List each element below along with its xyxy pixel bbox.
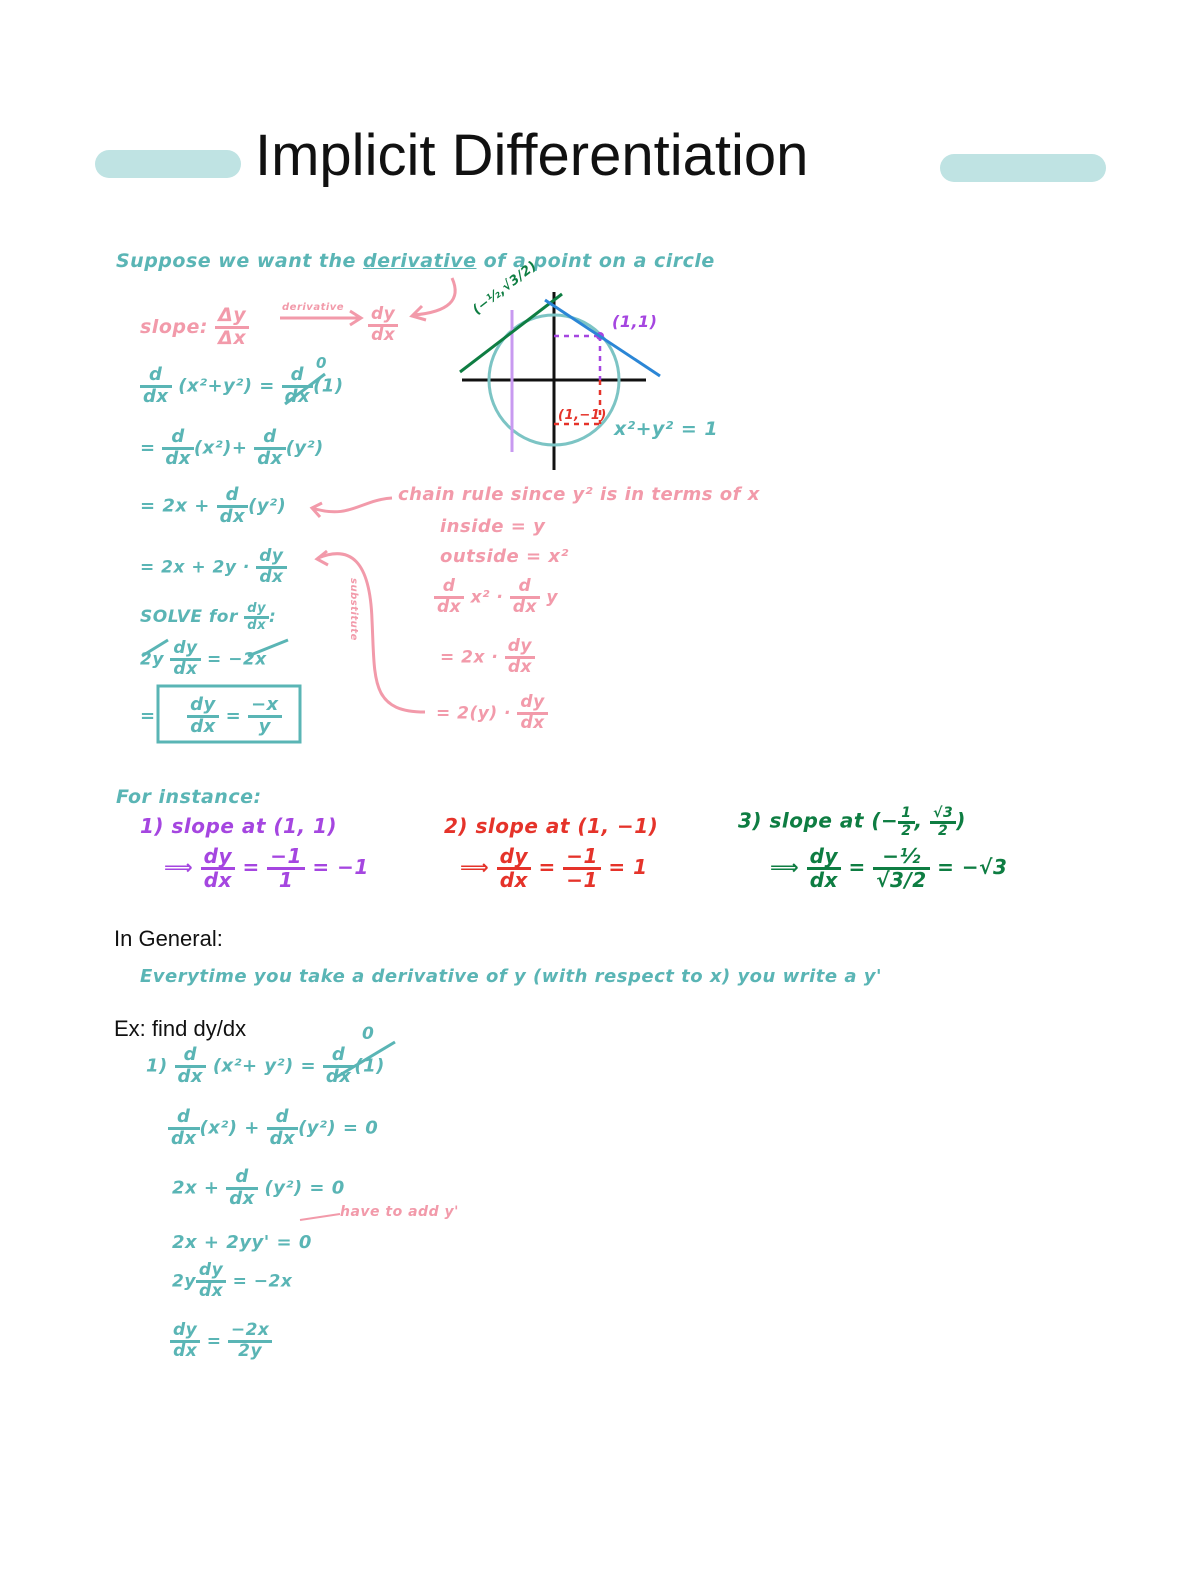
intro-pre: Suppose we want the: [116, 250, 364, 272]
line1-rhs: (1): [313, 375, 344, 397]
solve-label: SOLVE for: [140, 607, 238, 628]
instance-3-label-text: 3) slope at: [738, 808, 864, 833]
chain-c1-a: x²: [470, 587, 490, 608]
example-e5-b: = −2x: [232, 1271, 293, 1292]
delta-num: Δy: [215, 306, 249, 329]
intro-text: [116, 250, 715, 272]
example-e2-a: (x²) +: [199, 1117, 260, 1139]
zero-annotation: 0: [316, 354, 327, 372]
dx-den: dx: [257, 447, 283, 469]
derivation-line-2: [140, 428, 324, 469]
chain-line-1: [434, 578, 558, 617]
answer-num: −x: [248, 696, 282, 718]
instance-3-result: = −√3: [937, 855, 1008, 879]
chain-side-note: substitute: [348, 578, 359, 641]
instance-1-den: 1: [278, 868, 294, 892]
example-line-2: [168, 1108, 378, 1149]
dy-num: dy: [170, 1322, 200, 1343]
instance-3-num: −½: [873, 846, 929, 870]
instance-3-root-num: √3: [930, 806, 956, 824]
instance-3-open: (−: [871, 808, 899, 833]
dx-den: dx: [325, 1065, 352, 1087]
example-line-6: [170, 1322, 272, 1361]
instance-2-result: = 1: [608, 855, 648, 879]
instance-2-arrow: ⟹: [460, 855, 490, 879]
dx-den: dx: [171, 1127, 197, 1149]
line5-a: 2y: [140, 649, 164, 670]
instance-2-calc: ⟹ $\frac{dy}{dx}$ = $\frac{-1}{-1}$ = 1: [460, 844, 648, 892]
derivation-line-4: [140, 548, 287, 587]
dx-den: dx: [269, 1127, 296, 1149]
instance-3-root-den: 2: [938, 822, 949, 839]
dx-den: dx: [198, 1280, 224, 1301]
dy-num: dy: [497, 846, 531, 870]
example-e1-a: (x²+ y²) =: [212, 1055, 317, 1077]
line2-b: (y²): [285, 437, 324, 459]
general-heading: In General:: [114, 926, 223, 951]
green-point-label: (−½,√3/2): [470, 258, 541, 318]
dx-den: dx: [809, 868, 838, 892]
example-line-4: 2x + 2yy' = 0: [172, 1232, 312, 1253]
dy-num: dy: [807, 846, 841, 870]
example-e5-a: 2y: [172, 1271, 196, 1292]
chain-inside: inside = y: [440, 516, 546, 537]
instance-1-arrow: ⟹: [164, 855, 194, 879]
instance-3-label: [738, 806, 966, 838]
example-line-3: [172, 1168, 345, 1209]
dx-den: dx: [203, 868, 232, 892]
dx-den: dx: [499, 868, 528, 892]
slope-arrow-label: derivative: [282, 302, 345, 313]
dydx-fraction: [368, 306, 398, 345]
answer-eq: =: [140, 705, 156, 727]
example-e6-den: 2y: [238, 1340, 263, 1361]
dx-den: dx: [177, 1065, 204, 1087]
d-num: d: [282, 366, 314, 388]
dy-num: dy: [517, 694, 547, 715]
d-num: d: [267, 1108, 299, 1130]
example-e3-b: (y²) = 0: [264, 1177, 345, 1199]
dx-den: dx: [259, 566, 284, 587]
delta-den: Δx: [218, 326, 247, 349]
page-title: Implicit Differentiation: [255, 123, 809, 188]
instance-3-arrow: ⟹: [770, 855, 800, 879]
dydx-den: dx: [371, 324, 396, 345]
dy-num: dy: [505, 638, 535, 659]
line3-eq: = 2x +: [140, 495, 210, 517]
dy-num: dy: [256, 548, 286, 569]
d-num: d: [217, 486, 249, 508]
dx-den: dx: [190, 715, 216, 737]
dx-den: dx: [520, 712, 545, 733]
line5-b: = −2x: [207, 649, 267, 670]
dx-den: dx: [165, 447, 191, 469]
line2-a: (x²)+: [193, 437, 248, 459]
dx-den: dx: [437, 596, 462, 617]
answer-eq-2: =: [225, 705, 242, 727]
derivation-line-3: [140, 486, 286, 527]
d-num: d: [254, 428, 286, 450]
chain-rule-note: chain rule since y² is in terms of x: [398, 484, 760, 505]
dx-den: dx: [247, 617, 266, 633]
derivation-answer: [140, 696, 282, 737]
example-e3-a: 2x +: [172, 1177, 220, 1199]
instance-2-den: −1: [566, 868, 598, 892]
general-note: Everytime you take a derivative of y (with respect to x) you write a y': [140, 966, 883, 987]
dy-num: dy: [187, 696, 219, 718]
dy-num: dy: [244, 602, 269, 619]
derivation-line-1: [140, 366, 344, 407]
slope-label: slope:: [140, 315, 208, 338]
example-e1-b: (1): [354, 1055, 385, 1077]
example-e6-num: −2x: [228, 1322, 273, 1343]
dx-den: dx: [143, 385, 169, 407]
chain-c1-b: ·: [496, 587, 510, 608]
slope-definition: [140, 306, 249, 349]
example-heading: Ex: find dy/dx: [114, 1016, 247, 1041]
d-num: d: [168, 1108, 200, 1130]
solve-colon: :: [269, 607, 277, 628]
example-line-5: [172, 1262, 292, 1301]
intro-post: of a point on a circle: [476, 250, 715, 272]
instances-heading: For instance:: [116, 786, 262, 808]
chain-c1-c: y: [546, 587, 558, 608]
red-point-label: (1,−1): [558, 408, 607, 423]
instance-3-calc: ⟹ $\frac{dy}{dx}$ = $\frac{\text{−½}}{√3/2}$ = −√3: [770, 844, 1008, 892]
chain-c3: = 2(y) ·: [436, 703, 511, 724]
chain-line-2: [440, 638, 535, 677]
answer-den: y: [258, 715, 271, 737]
derivation-line-5: [140, 640, 267, 679]
d-num: d: [226, 1168, 258, 1190]
solve-line: [140, 602, 276, 632]
chain-outside: outside = x²: [440, 546, 569, 567]
instance-3-half-den: 2: [901, 822, 912, 839]
d-num: d: [323, 1046, 355, 1068]
dx-den: dx: [507, 656, 532, 677]
line3-b: (y²): [248, 495, 287, 517]
intro-underlined: derivative: [363, 250, 477, 272]
d-num: d: [434, 578, 464, 599]
dx-den: dx: [173, 658, 198, 679]
instance-3-comma: ,: [914, 808, 923, 833]
instance-1-result: = −1: [312, 855, 369, 879]
instance-1-label: 1) slope at (1, 1): [140, 814, 338, 838]
example-prefix: 1): [146, 1055, 168, 1077]
dy-num: dy: [201, 846, 235, 870]
instance-1-calc: ⟹ $\frac{dy}{dx}$ = $\frac{-1}{1}$ = −1: [164, 844, 369, 892]
dydx-num: dy: [368, 306, 398, 327]
instance-3-close: ): [956, 808, 966, 833]
line1-lhs: (x²+y²) =: [178, 375, 275, 397]
purple-point-label: (1,1): [612, 312, 658, 331]
dy-num: dy: [196, 1262, 226, 1283]
dy-num: dy: [170, 640, 200, 661]
d-num: d: [140, 366, 172, 388]
example-e2-b: (y²) = 0: [298, 1117, 379, 1139]
chain-line-3: [436, 694, 548, 733]
chain-c2: = 2x ·: [440, 647, 499, 668]
example-e6-eq: =: [206, 1331, 222, 1352]
d-num: d: [162, 428, 194, 450]
instance-3-half-num: 1: [898, 806, 914, 824]
dx-den: dx: [512, 596, 537, 617]
dx-den: dx: [284, 385, 311, 407]
dx-den: dx: [219, 505, 246, 527]
instance-3-den: √3/2: [876, 868, 927, 892]
line4-text: = 2x + 2y ·: [140, 557, 250, 578]
d-num: d: [175, 1046, 207, 1068]
example-note: have to add y': [340, 1204, 459, 1220]
example-zero: 0: [362, 1024, 375, 1044]
dx-den: dx: [229, 1187, 255, 1209]
dx-den: dx: [173, 1340, 198, 1361]
instance-1-num: −1: [267, 846, 305, 870]
d-num: d: [510, 578, 540, 599]
example-line-1: [146, 1046, 385, 1087]
instance-2-label: 2) slope at (1, −1): [444, 814, 659, 838]
delta-fraction: [215, 306, 249, 349]
circle-equation: x²+y² = 1: [614, 418, 719, 440]
instance-2-num: −1: [563, 846, 601, 870]
line2-eq: =: [140, 437, 156, 459]
